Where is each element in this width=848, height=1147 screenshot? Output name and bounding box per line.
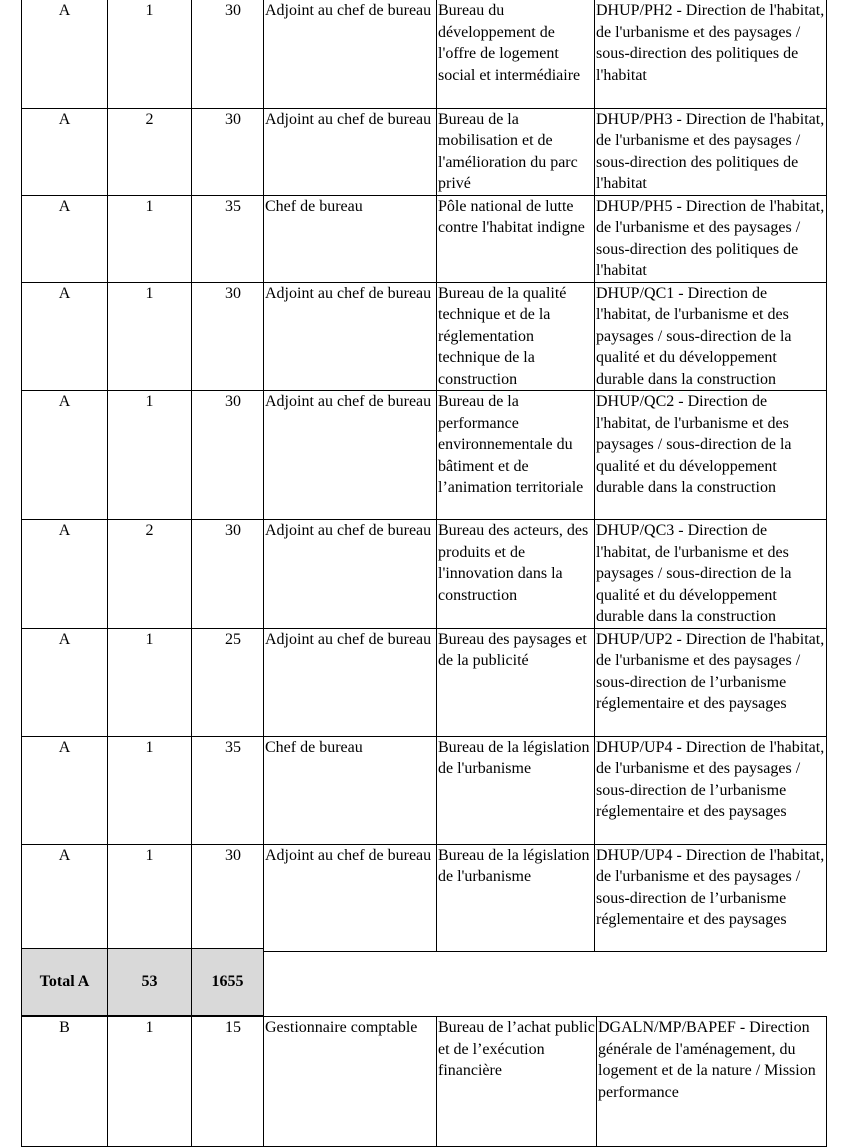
role-cell: Adjoint au chef de bureau [264,391,437,520]
role-cell: Adjoint au chef de bureau [264,844,437,951]
table-row [22,195,827,282]
direction-cell [595,628,827,736]
postes-table-body [22,0,827,951]
bureau-cell: Bureau de la mobilisation et de l'amélioration du parc privé [437,108,595,195]
points-cell: 35 [192,195,264,282]
role-cell: Adjoint au chef de bureau [264,520,437,629]
bureau-cell: Bureau des paysages et de la publicité [437,628,595,736]
table-row [22,844,827,951]
category-cell: A [22,736,108,844]
direction-label: - Direction générale de l'aménagement, du logement et de la nature / Mission performance [598,1019,816,1101]
category-cell: A [22,520,108,629]
count-cell: 1 [108,391,192,520]
total-points: 1655 [192,949,264,1016]
direction-label: - Direction de l'habitat, de l'urbanisme et des paysages / sous-direction de la qualité et du développement durable dans la construction [596,522,792,625]
bureau-cell: Bureau de la performance environnementale du bâtiment et de l’animation territoriale [437,391,595,520]
table-row [22,391,827,520]
category-cell: A [22,0,108,108]
table-row [22,628,827,736]
bureau-cell: Bureau des acteurs, des produits et de l'innovation dans la construction [437,520,595,629]
direction-cell [597,1017,827,1147]
points-cell: 30 [192,108,264,195]
category-cell: A [22,844,108,951]
total-spacer [264,949,827,1016]
points-cell: 15 [192,1017,264,1147]
points-cell: 30 [192,391,264,520]
direction-cell [595,520,827,629]
points-cell: 30 [192,0,264,108]
count-cell: 2 [108,108,192,195]
count-cell: 1 [108,195,192,282]
bureau-cell: Bureau de l’achat public et de l’exécution financière [437,1017,597,1147]
count-cell: 2 [108,520,192,629]
direction-code: DHUP/UP4 [596,738,673,756]
direction-cell [595,195,827,282]
points-cell: 35 [192,736,264,844]
total-count: 53 [108,949,192,1016]
direction-code: DHUP/UP4 [596,846,673,864]
direction-cell [595,282,827,391]
category-cell: A [22,628,108,736]
direction-code: DHUP/PH5 [596,197,673,215]
points-cell: 30 [192,282,264,391]
direction-cell [595,844,827,951]
count-cell: 1 [108,736,192,844]
role-cell: Adjoint au chef de bureau [264,282,437,391]
direction-label: - Direction de l'habitat, de l'urbanisme et des paysages / sous-direction de la qualité et du développement durable dans la construction [596,284,792,388]
bureau-cell: Pôle national de lutte contre l'habitat indigne [437,195,595,282]
direction-code: DHUP/PH2 [596,2,673,19]
direction-code: DHUP/QC1 [596,284,675,302]
direction-code: DHUP/UP2 [596,630,673,648]
category-cell: A [22,282,108,391]
count-cell: 1 [108,628,192,736]
count-cell: 1 [108,282,192,391]
bureau-cell: Bureau de la législation de l'urbanisme [437,844,595,951]
total-row [22,949,827,1016]
count-cell: 1 [108,1017,192,1147]
category-cell: A [22,195,108,282]
count-cell: 1 [108,0,192,108]
direction-label: - Direction de l'habitat, de l'urbanisme et des paysages / sous-direction de l’urbanisme réglementaire et des paysages [596,630,825,712]
direction-code: DHUP/PH3 [596,110,673,128]
table-row [22,1017,827,1147]
total-label: Total A [22,949,108,1016]
direction-code: DGALN/MP/BAPEF [598,1019,736,1036]
direction-code: DHUP/QC3 [596,522,675,539]
postes-table [21,0,827,952]
direction-label: - Direction de l'habitat, de l'urbanisme et des paysages / sous-direction des politiques de l'habitat [596,110,825,192]
role-cell: Adjoint au chef de bureau [264,628,437,736]
direction-cell [595,736,827,844]
bureau-cell: Bureau de la législation de l'urbanisme [437,736,595,844]
direction-code: DHUP/QC2 [596,393,675,410]
points-cell: 25 [192,628,264,736]
direction-cell [595,0,827,108]
category-cell: B [22,1017,108,1147]
total-table [21,948,827,1016]
role-cell: Chef de bureau [264,195,437,282]
role-cell: Adjoint au chef de bureau [264,108,437,195]
direction-cell [595,108,827,195]
bureau-cell: Bureau du développement de l'offre de logement social et intermédiaire [437,0,595,108]
direction-label: - Direction de l'habitat, de l'urbanisme et des paysages / sous-direction de l’urbanisme réglementaire et des paysages [596,738,825,820]
table-row [22,0,827,108]
points-cell: 30 [192,520,264,629]
role-cell: Chef de bureau [264,736,437,844]
direction-label: - Direction de l'habitat, de l'urbanisme et des paysages / sous-direction des politiques de l'habitat [596,2,825,84]
direction-label: - Direction de l'habitat, de l'urbanisme et des paysages / sous-direction des politiques de l'habitat [596,197,825,279]
points-cell: 30 [192,844,264,951]
category-cell: A [22,391,108,520]
direction-cell [595,391,827,520]
category-cell: A [22,108,108,195]
role-cell: Gestionnaire comptable [264,1017,437,1147]
count-cell: 1 [108,844,192,951]
role-cell: Adjoint au chef de bureau [264,0,437,108]
table-row [22,736,827,844]
table-row [22,520,827,629]
table-row [22,282,827,391]
direction-label: - Direction de l'habitat, de l'urbanisme et des paysages / sous-direction de l’urbanisme réglementaire et des paysages [596,846,825,928]
category-b-table [21,1016,827,1147]
direction-label: - Direction de l'habitat, de l'urbanisme et des paysages / sous-direction de la qualité et du développement durable dans la construction [596,393,792,496]
table-row [22,108,827,195]
bureau-cell: Bureau de la qualité technique et de la réglementation technique de la construction [437,282,595,391]
